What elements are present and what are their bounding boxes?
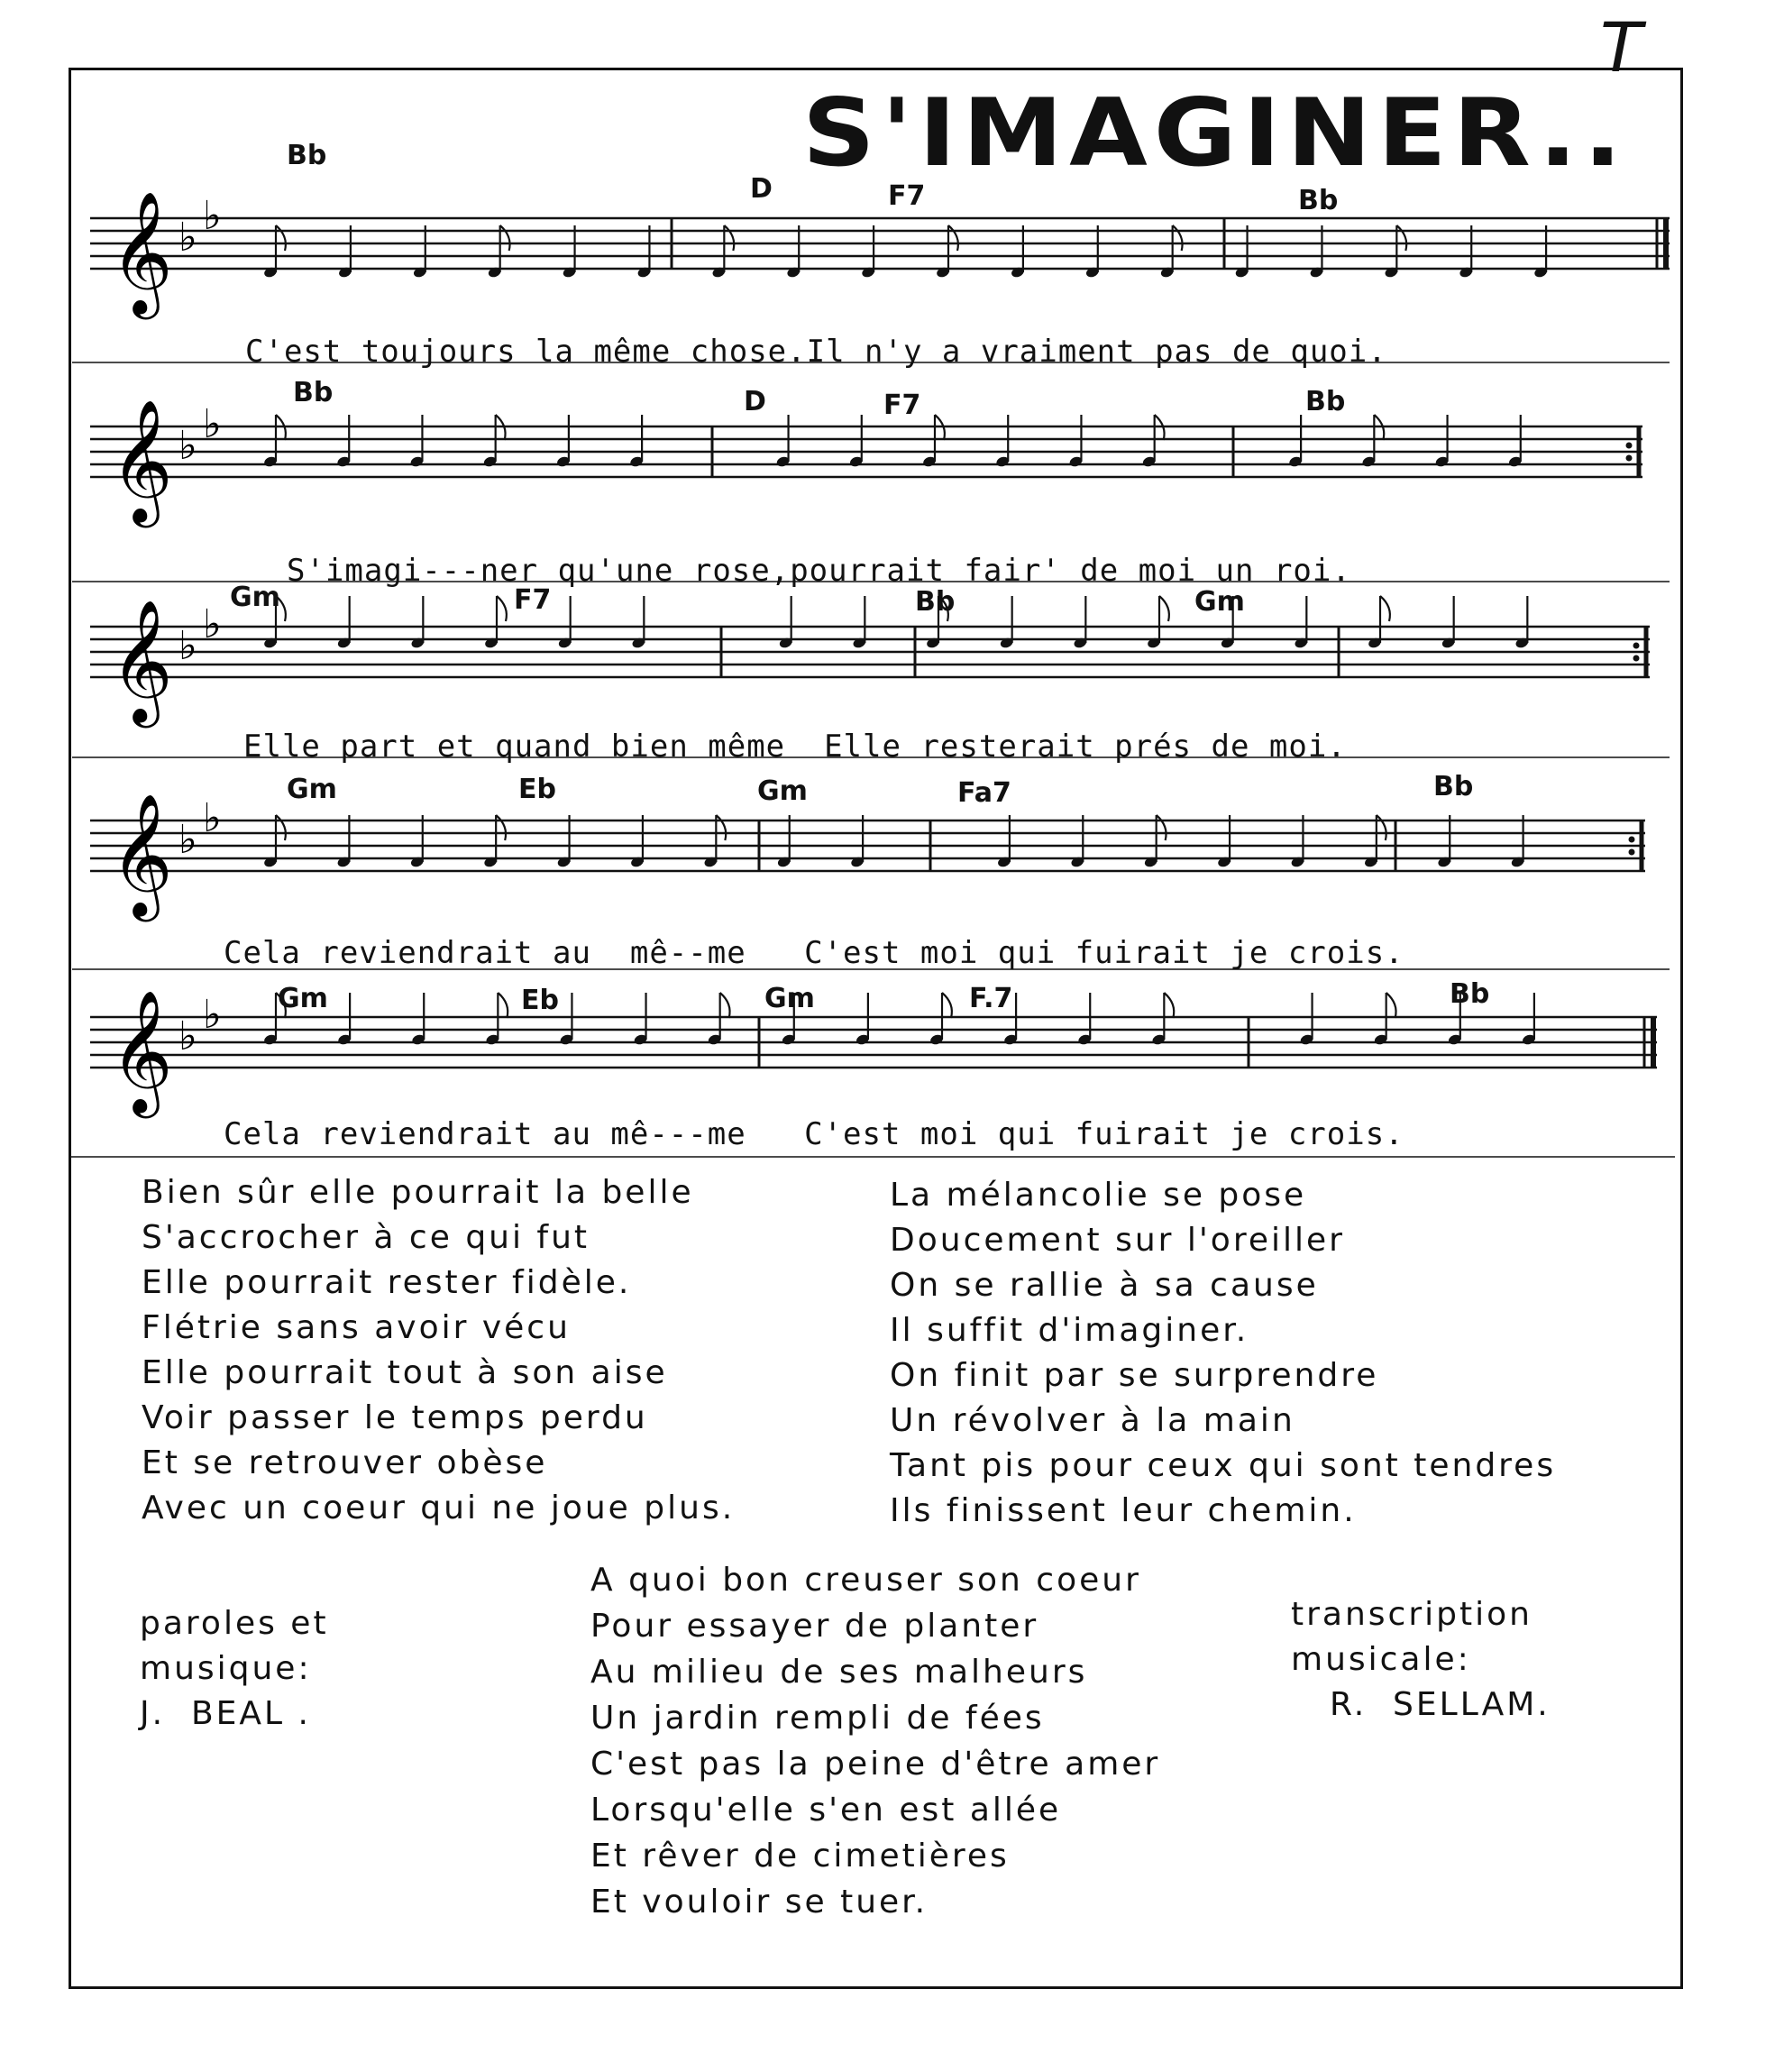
note-flag [1380, 596, 1390, 621]
verse-line: La mélancolie se pose [890, 1177, 1307, 1214]
chord-symbol: Gm [1194, 586, 1245, 618]
transcription-author: R. SELLAM. [1330, 1686, 1551, 1723]
note-flag [498, 993, 508, 1018]
chord-symbol: Fa7 [957, 777, 1011, 809]
verse-line: Flétrie sans avoir vécu [142, 1309, 571, 1346]
verse-line: Bien sûr elle pourrait la belle [142, 1174, 694, 1211]
note-flag [1377, 815, 1386, 840]
flat-sign: ♭ [178, 623, 197, 669]
lyric-line: Cela reviendrait au mê---me C'est moi qui fuirait je crois. [224, 1116, 1404, 1152]
repeat-dot [1629, 837, 1635, 843]
flat-sign: ♭ [203, 193, 222, 239]
lyrics-credit-label: musique: [140, 1650, 312, 1687]
flat-sign: ♭ [203, 795, 222, 841]
transcription-credit-label: musicale: [1291, 1641, 1471, 1678]
treble-clef: 𝄞 [110, 792, 173, 916]
verse-line: Ils finissent leur chemin. [890, 1492, 1357, 1529]
verse-line: Pour essayer de planter [590, 1608, 1039, 1645]
lyric-line: Cela reviendrait au mê--me C'est moi qui fuirait je crois. [224, 935, 1404, 971]
verse-line: Elle pourrait tout à son aise [142, 1354, 668, 1391]
repeat-dot [1633, 643, 1640, 649]
chord-symbol: F.7 [969, 983, 1013, 1014]
verse-line: On se rallie à sa cause [890, 1267, 1319, 1304]
verse-line: Avec un coeur qui ne joue plus. [142, 1490, 736, 1526]
repeat-dot [1626, 455, 1633, 462]
flat-sign: ♭ [203, 601, 222, 647]
transcription-credit-label: transcription [1291, 1596, 1533, 1633]
verse-line: Et vouloir se tuer. [590, 1884, 929, 1921]
chord-symbol: D [750, 173, 773, 205]
lyric-line: S'imagi---ner qu'une rose,pourrait fair' de moi un roi. [287, 553, 1351, 589]
verse-line: Il suffit d'imaginer. [890, 1312, 1249, 1349]
note-flag [496, 815, 506, 840]
chord-symbol: Bb [287, 140, 327, 171]
repeat-dot [1629, 849, 1635, 856]
treble-clef: 𝄞 [110, 988, 173, 1113]
verse-line: C'est pas la peine d'être amer [590, 1746, 1161, 1783]
flat-sign: ♭ [178, 1013, 197, 1059]
note-flag [1159, 596, 1169, 621]
flat-sign: ♭ [203, 992, 222, 1038]
note-flag [276, 225, 286, 251]
flat-sign: ♭ [178, 423, 197, 469]
chord-symbol: Gm [757, 775, 808, 807]
chord-symbol: F7 [883, 390, 921, 421]
verse-line: A quoi bon creuser son coeur [590, 1562, 1141, 1599]
treble-clef: 𝄞 [110, 598, 173, 722]
chord-symbol: Bb [293, 377, 334, 408]
note-flag [720, 993, 730, 1018]
note-flag [716, 815, 726, 840]
treble-clef: 𝄞 [110, 189, 173, 314]
chord-symbol: Bb [1450, 978, 1490, 1010]
lyric-line: C'est toujours la même chose.Il n'y a vraiment pas de quoi. [245, 334, 1387, 370]
lyrics-credit-label: paroles et [140, 1605, 329, 1642]
verse-left [142, 1170, 735, 1531]
note-flag [497, 596, 507, 621]
verse-line: Au milieu de ses malheurs [590, 1654, 1088, 1691]
note-flag [724, 225, 734, 251]
page-corner-mark: T [1600, 7, 1642, 87]
chord-symbol: Bb [1433, 771, 1474, 802]
lyric-line: Elle part et quand bien même Elle resterait prés de moi. [243, 729, 1347, 765]
chord-symbol: Bb [1298, 185, 1339, 216]
chord-symbol: F7 [888, 180, 926, 212]
verse-center [590, 1557, 1160, 1925]
note-flag [500, 225, 510, 251]
song-title: S'IMAGINER.. [802, 79, 1629, 188]
verse-line: Elle pourrait rester fidèle. [142, 1264, 632, 1301]
chord-symbol: Eb [518, 774, 556, 805]
note-flag [276, 815, 286, 840]
note-flag [1164, 993, 1174, 1018]
repeat-dot [1633, 656, 1640, 662]
repeat-dot [1626, 443, 1633, 449]
chord-symbol: Bb [1305, 386, 1346, 417]
chord-symbol: D [744, 386, 766, 417]
lyrics-author: J. BEAL . [140, 1695, 311, 1732]
chord-symbol: Gm [764, 983, 815, 1014]
verse-line: Un jardin rempli de fées [590, 1700, 1045, 1737]
note-flag [948, 225, 958, 251]
chord-symbol: Gm [230, 582, 280, 613]
verse-line: Et rêver de cimetières [590, 1838, 1010, 1875]
chord-symbol: F7 [514, 584, 552, 616]
chord-symbol: Gm [287, 774, 337, 805]
verse-line: S'accrocher à ce qui fut [142, 1219, 590, 1256]
verse-line: On finit par se surprendre [890, 1357, 1379, 1394]
note-flag [1386, 993, 1396, 1018]
verse-right [890, 1173, 1556, 1534]
chord-symbol: Bb [915, 586, 956, 618]
verse-line: Un révolver à la main [890, 1402, 1295, 1439]
note-flag [1157, 815, 1167, 840]
treble-clef: 𝄞 [110, 398, 173, 522]
verse-line: Doucement sur l'oreiller [890, 1222, 1345, 1259]
verse-line: Et se retrouver obèse [142, 1444, 548, 1481]
note-flag [942, 993, 952, 1018]
flat-sign: ♭ [178, 215, 197, 261]
verse-line: Lorsqu'elle s'en est allée [590, 1792, 1062, 1829]
verse-line: Tant pis pour ceux qui sont tendres [890, 1447, 1557, 1484]
chord-symbol: Eb [521, 985, 559, 1016]
verse-line: Voir passer le temps perdu [142, 1399, 648, 1436]
flat-sign: ♭ [203, 401, 222, 447]
chord-symbol: Gm [278, 983, 328, 1014]
note-flag [1396, 225, 1406, 251]
note-flag [1173, 225, 1183, 251]
flat-sign: ♭ [178, 817, 197, 863]
